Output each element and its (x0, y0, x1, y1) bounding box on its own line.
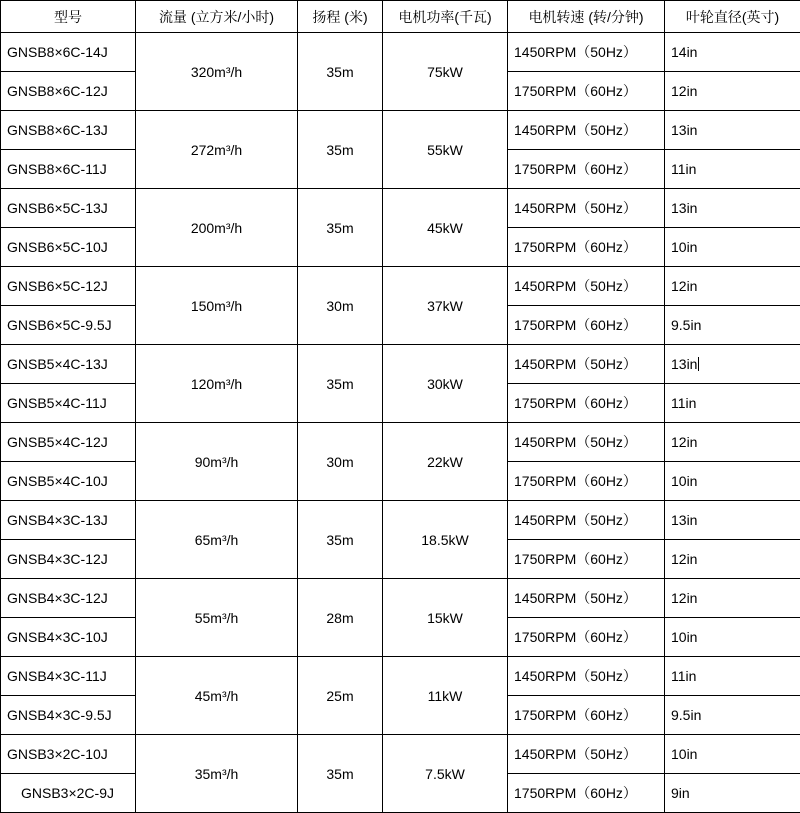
cell-impeller: 11in (665, 384, 800, 423)
cell-speed: 1750RPM（60Hz） (508, 774, 665, 813)
cell-head: 30m (298, 267, 383, 345)
cell-impeller: 13in (665, 189, 800, 228)
cell-speed: 1750RPM（60Hz） (508, 384, 665, 423)
column-header-model: 型号 (1, 1, 136, 33)
table-row (1, 111, 800, 150)
cell-model: GNSB4×3C-12J (1, 540, 136, 579)
cell-power: 45kW (383, 189, 508, 267)
table-row (1, 423, 800, 462)
cell-model: GNSB5×4C-13J (1, 345, 136, 384)
cell-head: 30m (298, 423, 383, 501)
cell-flow: 120m³/h (136, 345, 298, 423)
cell-speed: 1750RPM（60Hz） (508, 696, 665, 735)
cell-model: GNSB5×4C-12J (1, 423, 136, 462)
cell-speed: 1450RPM（50Hz） (508, 423, 665, 462)
cell-speed: 1750RPM（60Hz） (508, 228, 665, 267)
cell-model: GNSB6×5C-9.5J (1, 306, 136, 345)
cell-head: 35m (298, 501, 383, 579)
cell-flow: 150m³/h (136, 267, 298, 345)
cell-model: GNSB6×5C-12J (1, 267, 136, 306)
cell-head: 35m (298, 189, 383, 267)
table-row (1, 579, 800, 618)
cell-impeller: 9.5in (665, 696, 800, 735)
table-row (1, 657, 800, 696)
cell-model: GNSB4×3C-11J (1, 657, 136, 696)
cell-flow: 320m³/h (136, 33, 298, 111)
cell-model: GNSB4×3C-9.5J (1, 696, 136, 735)
cell-flow: 65m³/h (136, 501, 298, 579)
text-cursor (698, 357, 699, 371)
cell-impeller-text: 13in (671, 356, 697, 372)
table-body (1, 33, 800, 813)
table-row (1, 267, 800, 306)
table-row (1, 735, 800, 774)
cell-speed: 1750RPM（60Hz） (508, 462, 665, 501)
cell-impeller: 11in (665, 657, 800, 696)
cell-model: GNSB4×3C-13J (1, 501, 136, 540)
cell-impeller: 12in (665, 423, 800, 462)
cell-impeller: 12in (665, 579, 800, 618)
cell-power: 15kW (383, 579, 508, 657)
column-header-head: 扬程 (米) (298, 1, 383, 33)
cell-model: GNSB5×4C-10J (1, 462, 136, 501)
cell-impeller: 13in (665, 501, 800, 540)
cell-power: 22kW (383, 423, 508, 501)
column-header-speed: 电机转速 (转/分钟) (508, 1, 665, 33)
cell-flow: 55m³/h (136, 579, 298, 657)
cell-impeller: 13in (665, 111, 800, 150)
cell-head: 25m (298, 657, 383, 735)
cell-speed: 1750RPM（60Hz） (508, 540, 665, 579)
table-row (1, 501, 800, 540)
cell-head: 35m (298, 111, 383, 189)
cell-head: 35m (298, 735, 383, 813)
cell-model: GNSB4×3C-12J (1, 579, 136, 618)
cell-speed: 1450RPM（50Hz） (508, 33, 665, 72)
cell-head: 35m (298, 33, 383, 111)
cell-power: 7.5kW (383, 735, 508, 813)
table-row (1, 189, 800, 228)
cell-speed: 1750RPM（60Hz） (508, 150, 665, 189)
cell-power: 18.5kW (383, 501, 508, 579)
table-row (1, 345, 800, 384)
cell-speed: 1450RPM（50Hz） (508, 657, 665, 696)
table-row (1, 33, 800, 72)
cell-power: 37kW (383, 267, 508, 345)
cell-speed: 1450RPM（50Hz） (508, 579, 665, 618)
cell-model: GNSB6×5C-13J (1, 189, 136, 228)
cell-flow: 272m³/h (136, 111, 298, 189)
cell-impeller: 12in (665, 72, 800, 111)
cell-impeller: 12in (665, 540, 800, 579)
cell-power: 30kW (383, 345, 508, 423)
cell-model: GNSB4×3C-10J (1, 618, 136, 657)
cell-speed: 1450RPM（50Hz） (508, 267, 665, 306)
cell-impeller: 14in (665, 33, 800, 72)
cell-speed: 1450RPM（50Hz） (508, 189, 665, 228)
cell-impeller: 12in (665, 267, 800, 306)
cell-flow: 45m³/h (136, 657, 298, 735)
table-header (1, 1, 800, 33)
column-header-impeller-diameter: 叶轮直径(英寸) (665, 1, 800, 33)
cell-speed: 1450RPM（50Hz） (508, 345, 665, 384)
cell-model: GNSB6×5C-10J (1, 228, 136, 267)
cell-speed: 1450RPM（50Hz） (508, 735, 665, 774)
cell-speed: 1750RPM（60Hz） (508, 618, 665, 657)
cell-speed: 1450RPM（50Hz） (508, 111, 665, 150)
cell-speed: 1750RPM（60Hz） (508, 306, 665, 345)
cell-impeller: 10in (665, 618, 800, 657)
cell-flow: 200m³/h (136, 189, 298, 267)
cell-power: 75kW (383, 33, 508, 111)
table-header-row (1, 1, 800, 33)
cell-impeller: 10in (665, 735, 800, 774)
cell-impeller: 11in (665, 150, 800, 189)
cell-flow: 35m³/h (136, 735, 298, 813)
cell-impeller: 10in (665, 462, 800, 501)
cell-head: 28m (298, 579, 383, 657)
cell-power: 55kW (383, 111, 508, 189)
column-header-power: 电机功率(千瓦) (383, 1, 508, 33)
cell-model: GNSB5×4C-11J (1, 384, 136, 423)
cell-impeller (665, 345, 800, 384)
cell-model: GNSB8×6C-14J (1, 33, 136, 72)
cell-flow: 90m³/h (136, 423, 298, 501)
cell-speed: 1750RPM（60Hz） (508, 72, 665, 111)
column-header-flow: 流量 (立方米/小时) (136, 1, 298, 33)
cell-impeller: 10in (665, 228, 800, 267)
cell-model: GNSB8×6C-11J (1, 150, 136, 189)
cell-head: 35m (298, 345, 383, 423)
cell-model: GNSB8×6C-12J (1, 72, 136, 111)
cell-model: GNSB3×2C-10J (1, 735, 136, 774)
cell-power: 11kW (383, 657, 508, 735)
cell-impeller: 9.5in (665, 306, 800, 345)
cell-impeller: 9in (665, 774, 800, 813)
cell-model: GNSB3×2C-9J (1, 774, 136, 813)
cell-speed: 1450RPM（50Hz） (508, 501, 665, 540)
cell-model: GNSB8×6C-13J (1, 111, 136, 150)
